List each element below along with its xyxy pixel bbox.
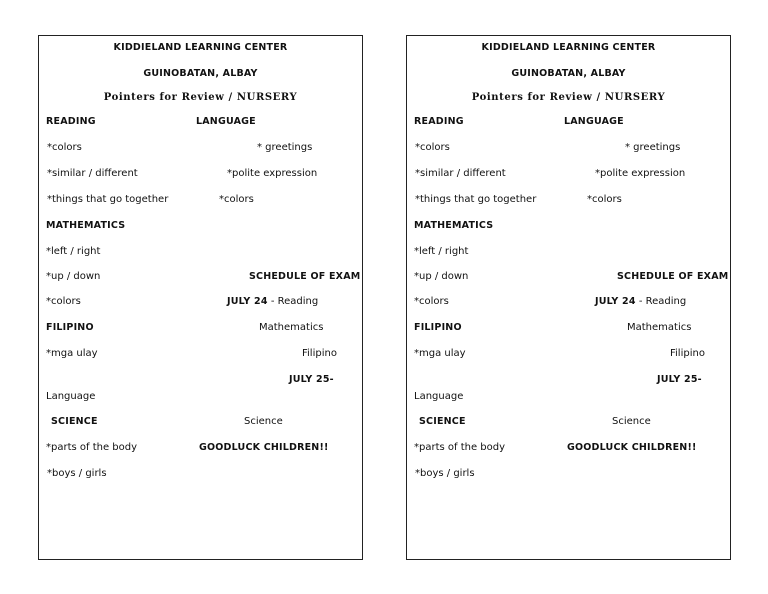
- mathematics-item: *up / down: [414, 271, 469, 282]
- exam-day2-first: Science: [612, 416, 651, 427]
- school-name: KIDDIELAND LEARNING CENTER: [113, 42, 288, 53]
- exam-day1: [595, 296, 686, 308]
- school-name: KIDDIELAND LEARNING CENTER: [481, 42, 656, 53]
- exam-day1-second: Mathematics: [259, 322, 324, 333]
- filipino-heading: FILIPINO: [414, 322, 462, 333]
- filipino-item: *mga ulay: [46, 348, 98, 359]
- reading-item: *colors: [47, 142, 82, 153]
- language-item: *polite expression: [227, 168, 318, 179]
- exam-day1-date: JULY 24: [227, 296, 268, 307]
- language-heading: LANGUAGE: [564, 116, 624, 127]
- reading-heading: READING: [46, 116, 96, 127]
- exam-day1-first: - Reading: [270, 296, 319, 307]
- mathematics-item: *colors: [414, 296, 449, 307]
- mathematics-item: *left / right: [414, 246, 469, 257]
- exam-day1-date: JULY 24: [595, 296, 636, 307]
- exam-day2-first: Science: [244, 416, 283, 427]
- language-item: *colors: [219, 194, 254, 205]
- filipino-heading: FILIPINO: [46, 322, 94, 333]
- exam-day1-second: Mathematics: [627, 322, 692, 333]
- language-text: Language: [46, 391, 96, 402]
- filipino-item: *mga ulay: [414, 348, 466, 359]
- science-item: *parts of the body: [414, 442, 506, 453]
- review-card-right: [406, 35, 731, 560]
- exam-day2-date: JULY 25-: [289, 374, 334, 385]
- mathematics-heading: MATHEMATICS: [46, 220, 126, 231]
- reading-item: *similar / different: [415, 168, 506, 179]
- science-item: *parts of the body: [46, 442, 138, 453]
- language-item: * greetings: [625, 142, 681, 153]
- science-heading: SCIENCE: [51, 416, 98, 427]
- language-item: *colors: [587, 194, 622, 205]
- exam-day1-third: Filipino: [302, 348, 337, 359]
- reading-item: *things that go together: [47, 194, 169, 205]
- schedule-heading: SCHEDULE OF EXAM: [617, 271, 729, 282]
- schedule-heading: SCHEDULE OF EXAM: [249, 271, 361, 282]
- pointers-title: Pointers for Review / NURSERY: [103, 92, 298, 103]
- school-location: GUINOBATAN, ALBAY: [511, 68, 626, 79]
- exam-day2-date: JULY 25-: [657, 374, 702, 385]
- exam-day1-first: - Reading: [638, 296, 687, 307]
- review-card-left: [38, 35, 363, 560]
- closing-message: GOODLUCK CHILDREN!!: [199, 442, 329, 453]
- reading-item: *colors: [415, 142, 450, 153]
- mathematics-item: *up / down: [46, 271, 101, 282]
- exam-day1-third: Filipino: [670, 348, 705, 359]
- mathematics-item: *colors: [46, 296, 81, 307]
- science-item: *boys / girls: [47, 468, 107, 479]
- language-item: *polite expression: [595, 168, 686, 179]
- mathematics-heading: MATHEMATICS: [414, 220, 494, 231]
- reading-item: *things that go together: [415, 194, 537, 205]
- mathematics-item: *left / right: [46, 246, 101, 257]
- reading-heading: READING: [414, 116, 464, 127]
- science-heading: SCIENCE: [419, 416, 466, 427]
- pointers-title: Pointers for Review / NURSERY: [471, 92, 666, 103]
- language-heading: LANGUAGE: [196, 116, 256, 127]
- language-item: * greetings: [257, 142, 313, 153]
- science-item: *boys / girls: [415, 468, 475, 479]
- school-location: GUINOBATAN, ALBAY: [143, 68, 258, 79]
- exam-day1: [227, 296, 318, 308]
- closing-message: GOODLUCK CHILDREN!!: [567, 442, 697, 453]
- reading-item: *similar / different: [47, 168, 138, 179]
- language-text: Language: [414, 391, 464, 402]
